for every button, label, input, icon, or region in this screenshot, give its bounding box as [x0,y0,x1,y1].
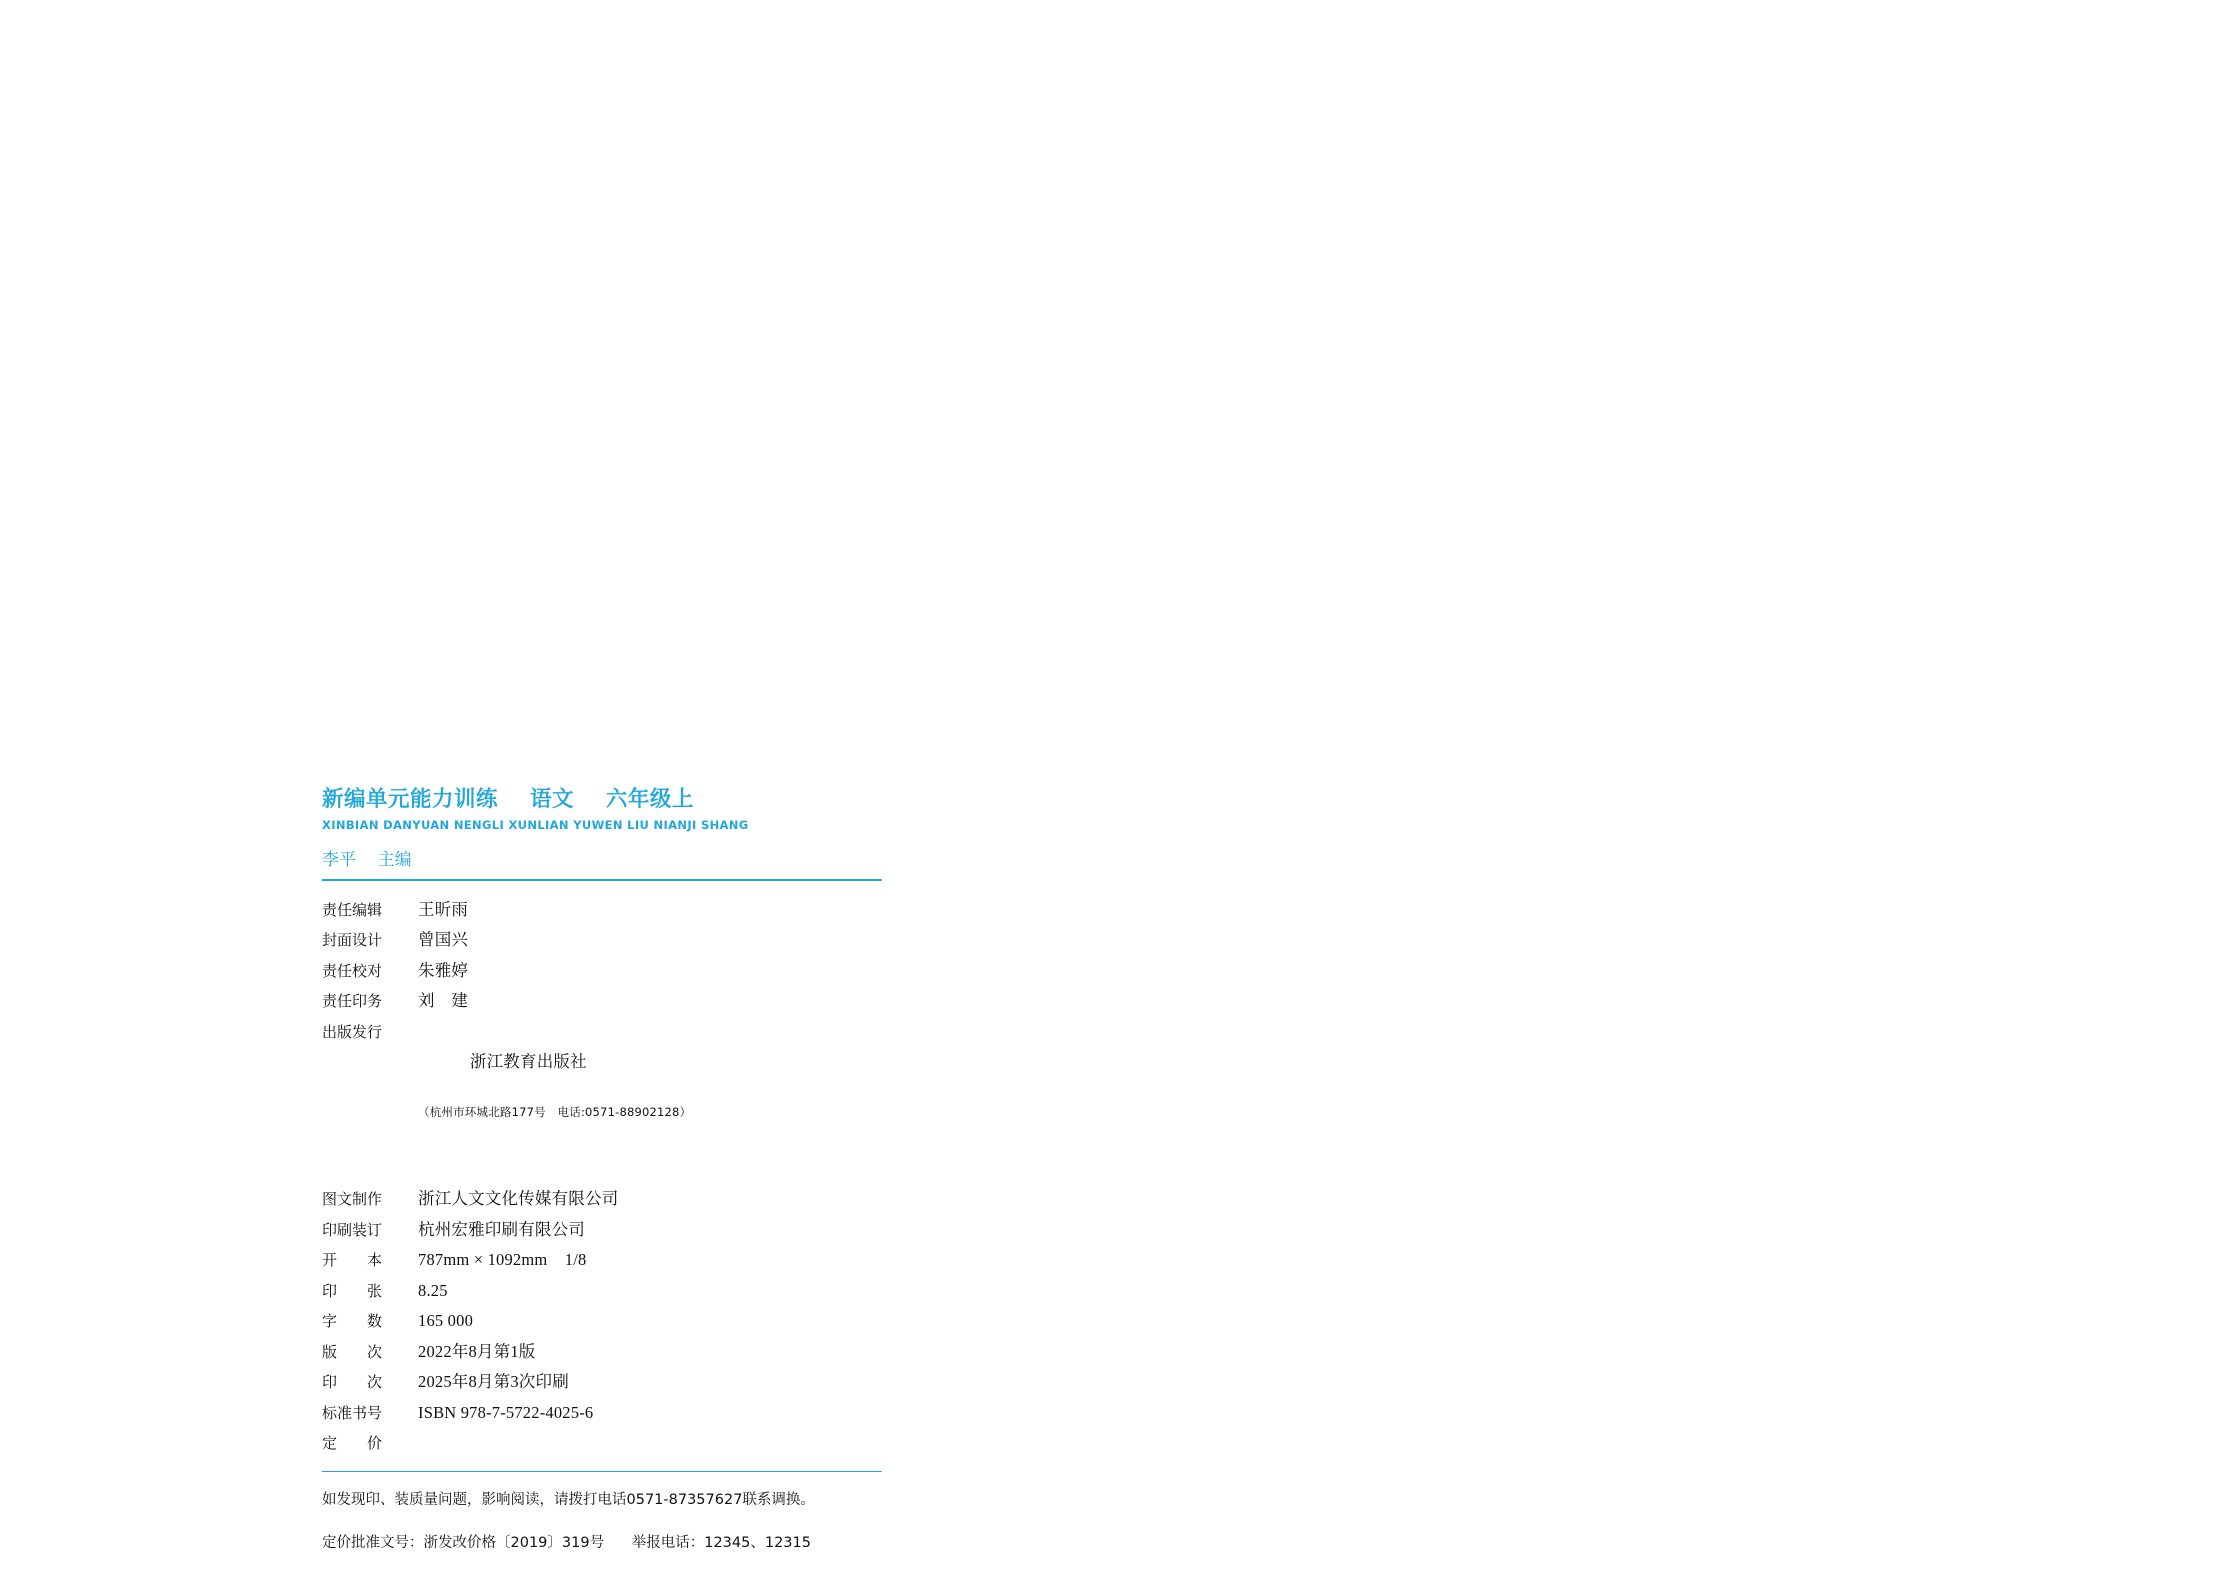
row-label: 开 本 [322,1251,383,1270]
row-value: 8.25 [418,1280,448,1300]
table-row [322,1215,882,1246]
publication-details-table [322,895,882,1459]
report-phone-text: 举报电话：12345、12315 [631,1535,811,1552]
row-label: 责任印务 [322,992,383,1011]
publisher-name: 浙江教育出版社 [469,1052,587,1072]
table-row [322,1398,882,1429]
row-value: 2022年8月第1版 [418,1341,536,1361]
row-value: 165 000 [418,1311,474,1331]
row-label: 定 价 [322,1434,383,1453]
table-row [322,895,882,926]
table-row [322,1017,882,1185]
row-value: 刘 建 [418,991,469,1011]
row-value [418,1017,882,1185]
price-approval-line [322,1528,882,1558]
row-value: ISBN 978-7-5722-4025-6 [418,1402,594,1422]
row-value [418,1428,882,1459]
book-editor: 李平 主编 [322,849,412,870]
book-title-pinyin: XINBIAN DANYUAN NENGLI XUNLIAN YUWEN LIU NIANJI SHANG [322,817,749,832]
table-row [322,1276,882,1307]
row-value: 浙江人文文化传媒有限公司 [418,1189,619,1209]
table-row [322,1306,882,1337]
row-label: 印刷装订 [322,1220,383,1239]
row-value: 2025年8月第3次印刷 [418,1372,569,1392]
row-label: 标准书号 [322,1403,383,1422]
row-label: 印 次 [322,1373,383,1392]
table-row [322,956,882,987]
table-row [322,1367,882,1398]
divider-bottom [322,1471,882,1473]
table-row [322,1337,882,1368]
row-label: 字 数 [322,1312,383,1331]
row-value: 王昕雨 [418,899,469,919]
table-row [322,1245,882,1276]
table-row [322,925,882,956]
book-title: 新编单元能力训练 语文 六年级上 [322,787,694,812]
row-value: 787mm × 1092mm 1/8 [418,1250,587,1270]
price-approval-text: 定价批准文号：浙发改价格〔2019〕319号 [322,1535,605,1552]
row-label: 版 次 [322,1342,383,1361]
row-label: 印 张 [322,1281,383,1300]
row-label: 出版发行 [322,1022,383,1041]
table-row [322,1428,882,1459]
row-label: 责任校对 [322,961,383,980]
row-label: 责任编辑 [322,900,383,919]
row-value: 杭州宏雅印刷有限公司 [418,1219,585,1239]
row-label: 图文制作 [322,1190,383,1209]
publisher-address: （杭州市环城北路177号 电话:0571-88902128） [418,1105,692,1120]
colophon-block [322,787,882,1558]
row-value: 朱雅婷 [418,960,469,980]
row-label: 封面设计 [322,931,383,950]
row-value: 曾国兴 [418,930,469,950]
table-row [322,986,882,1017]
table-row [322,1184,882,1215]
quality-note: 如发现印、装质量问题，影响阅读，请拨打电话0571-87357627联系调换。 [322,1492,815,1509]
divider-top [322,879,882,881]
